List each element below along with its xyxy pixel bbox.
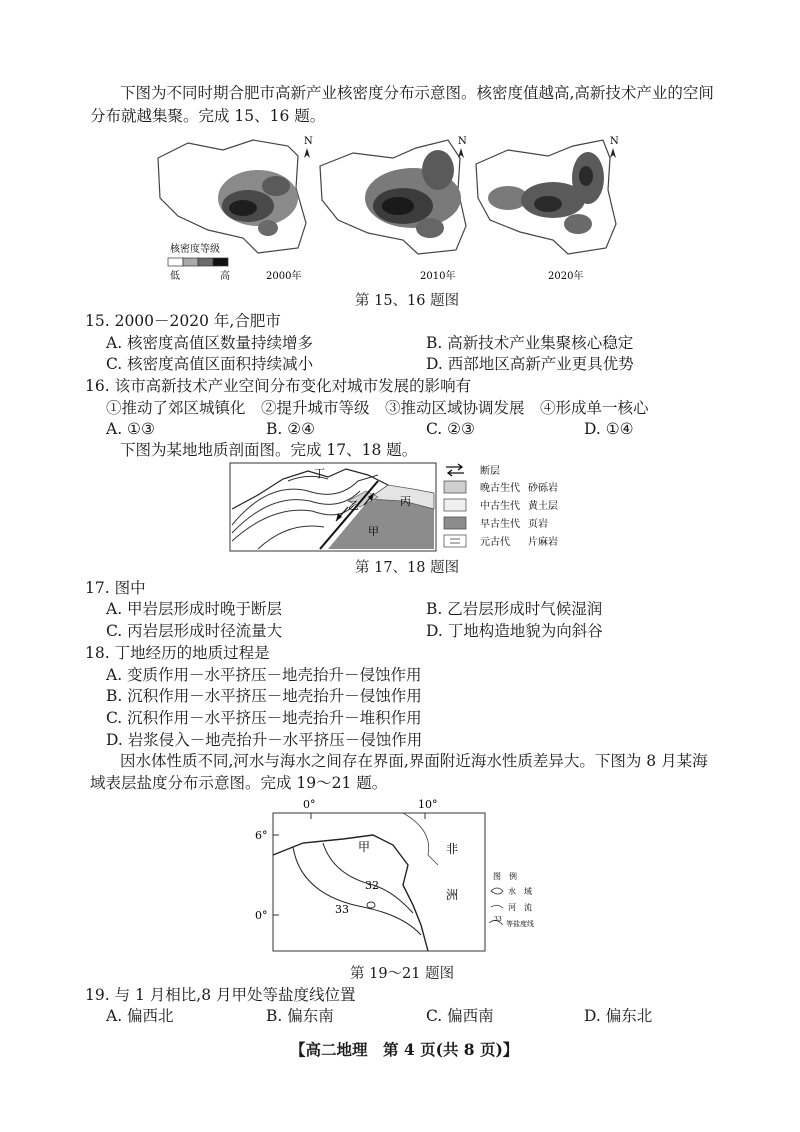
legend-gneiss: 片麻岩 xyxy=(528,537,558,548)
figure-geologic-profile xyxy=(228,461,570,553)
north-arrow-2 xyxy=(458,136,467,158)
q17-option-a: A. 甲岩层形成时晚于断层 xyxy=(106,600,283,618)
legend-water: 水 域 xyxy=(508,887,532,896)
q19-stem: 19. 与 1 月相比,8 月甲处等盐度线位置 xyxy=(85,986,356,1004)
q16-option-a: A. ①③ xyxy=(106,420,155,438)
density-legend-bar xyxy=(168,258,228,266)
legend-early-paleozoic: 早古生代 xyxy=(480,519,520,530)
intro-17-18: 下图为某地地质剖面图。完成 17、18 题。 xyxy=(120,441,418,459)
figure-caption-17-18: 第 17、18 题图 xyxy=(355,560,460,576)
q17-option-b: B. 乙岩层形成时气候湿润 xyxy=(426,600,603,618)
q16-items: ①推动了郊区城镇化 ②提升城市等级 ③推动区域协调发展 ④形成单一核心 xyxy=(106,399,649,417)
q19-option-a: A. 偏西北 xyxy=(106,1007,174,1025)
figure-caption-19-21: 第 19～21 题图 xyxy=(350,966,455,982)
q17-option-c: C. 丙岩层形成时径流量大 xyxy=(106,622,283,640)
legend-isohaline: 等盐度线 xyxy=(506,920,534,928)
q19-option-b: B. 偏东南 xyxy=(266,1007,334,1025)
q18-stem: 18. 丁地经历的地质过程是 xyxy=(85,644,270,662)
year-2000-label: 2000年 xyxy=(266,271,302,282)
isohaline-33: 33 xyxy=(335,903,349,916)
figure-salinity-map xyxy=(253,795,543,957)
q18-option-d: D. 岩浆侵入－地壳抬升－水平挤压－侵蚀作用 xyxy=(106,731,423,749)
lat-6-label: 6° xyxy=(255,829,268,842)
legend-mid-paleozoic: 中古生代 xyxy=(480,501,520,512)
q18-option-c: C. 沉积作用－水平挤压－地壳抬升－堆积作用 xyxy=(106,709,422,727)
north-label: N xyxy=(304,136,313,147)
label-ding: 丁 xyxy=(314,467,325,480)
legend-proterozoic: 元古代 xyxy=(480,537,510,548)
q15-stem: 15. 2000－2020 年,合肥市 xyxy=(85,312,281,330)
svg-text:N: N xyxy=(458,136,467,147)
legend-high: 高 xyxy=(220,271,230,282)
legend-fault: 断层 xyxy=(480,466,500,477)
figure-kernel-density-maps xyxy=(148,128,628,286)
label-yi: 乙 xyxy=(348,499,359,512)
q16-stem: 16. 该市高新技术产业空间分布变化对城市发展的影响有 xyxy=(85,377,472,395)
north-arrow-1 xyxy=(304,136,313,158)
isohaline-32: 32 xyxy=(365,879,379,892)
year-2020-label: 2020年 xyxy=(548,271,584,282)
label-zhou: 洲 xyxy=(446,888,459,902)
q16-option-b: B. ②④ xyxy=(266,420,316,438)
q15-option-d: D. 西部地区高新产业更具优势 xyxy=(426,355,634,373)
legend-loess: 黄土层 xyxy=(528,501,558,512)
map-2020 xyxy=(476,140,616,254)
label-jia: 甲 xyxy=(368,525,379,538)
label-fei: 非 xyxy=(446,842,459,856)
lon-10-label: 10° xyxy=(418,798,438,811)
salinity-legend xyxy=(489,871,534,928)
page-footer: 【高二地理 第 4 页(共 8 页)】 xyxy=(290,1040,519,1059)
map-2010 xyxy=(320,140,466,254)
label-jia-sea: 甲 xyxy=(358,840,371,854)
q15-option-b: B. 高新技术产业集聚核心稳定 xyxy=(426,334,634,352)
legend-shale: 页岩 xyxy=(528,519,548,530)
legend-title-3: 图 例 xyxy=(493,872,517,881)
figure-caption-15-16: 第 15、16 题图 xyxy=(355,293,460,309)
map-2000 xyxy=(158,140,306,253)
q16-option-c: C. ②③ xyxy=(426,420,475,438)
legend-low: 低 xyxy=(170,271,180,282)
q19-option-d: D. 偏东北 xyxy=(584,1007,653,1025)
year-2010-label: 2010年 xyxy=(420,271,456,282)
q15-option-c: C. 核密度高值区面积持续减小 xyxy=(106,355,314,373)
q18-option-b: B. 沉积作用－水平挤压－地壳抬升－侵蚀作用 xyxy=(106,687,422,705)
q16-option-d: D. ①④ xyxy=(584,420,634,438)
q17-stem: 17. 图中 xyxy=(85,579,146,597)
q15-option-a: A. 核密度高值区数量持续增多 xyxy=(106,334,314,352)
lon-0-label: 0° xyxy=(303,798,316,811)
label-bing: 丙 xyxy=(400,495,411,508)
legend-late-paleozoic: 晚古生代 xyxy=(480,483,520,494)
q17-option-d: D. 丁地构造地貌为向斜谷 xyxy=(426,622,603,640)
q18-option-a: A. 变质作用－水平挤压－地壳抬升－侵蚀作用 xyxy=(106,666,422,684)
intro-19-21-line1: 因水体性质不同,河水与海水之间存在界面,界面附近海水性质差异大。下图为 8 月某海 xyxy=(120,752,708,770)
intro-19-21-line2: 域表层盐度分布示意图。完成 19～21 题。 xyxy=(90,774,388,792)
legend-title: 核密度等级 xyxy=(170,244,220,255)
svg-text:33: 33 xyxy=(494,916,502,923)
lat-0-label: 0° xyxy=(255,909,268,922)
geologic-legend xyxy=(444,464,558,548)
svg-text:N: N xyxy=(610,136,619,147)
q19-option-c: C. 偏西南 xyxy=(426,1007,494,1025)
north-arrow-3 xyxy=(610,136,619,158)
intro-15-16-line2: 分布就越集聚。完成 15、16 题。 xyxy=(90,107,326,125)
legend-sand-gravel: 砂砾岩 xyxy=(528,483,558,494)
intro-15-16-line1: 下图为不同时期合肥市高新产业核密度分布示意图。核密度值越高,高新技术产业的空间 xyxy=(120,84,714,102)
legend-river: 河 流 xyxy=(508,903,532,912)
